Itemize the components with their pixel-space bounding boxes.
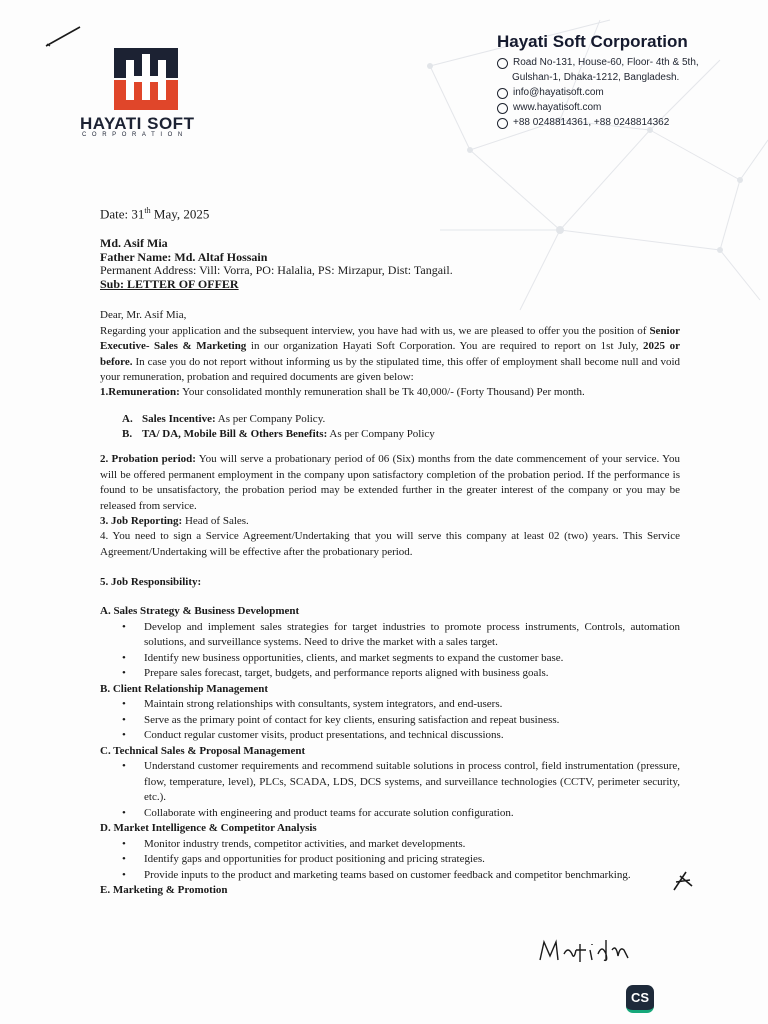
section-title: B. Client Relationship Management xyxy=(100,682,269,695)
logo-mark-icon xyxy=(112,46,180,112)
website-text: www.hayatisoft.com xyxy=(513,102,602,113)
intro-part-3: In case you do not report without informing us by the stipulated time, this offer of employment shall become null and void your remuneration, probation and required documents are given below: xyxy=(100,355,680,383)
list-item: • Monitor industry trends, competitor activities, and market developments. xyxy=(144,837,680,853)
email-text: info@hayatisoft.com xyxy=(513,87,604,98)
list-item: • Maintain strong relationships with consultants, system integrators, and end-users. xyxy=(144,697,680,713)
agreement-text: 4. You need to sign a Service Agreement/Undertaking that you will serve this company at least 02 (two) years. This Service Agreement/Undertaking will be effective after the probationary period. xyxy=(100,530,680,558)
address-text-1: Road No-131, House-60, Floor- 4th & 5th, xyxy=(513,57,699,68)
remuneration-item-a xyxy=(122,412,325,428)
section-list xyxy=(100,837,680,884)
list-item: • Conduct regular customer visits, product presentations, and technical discussions. xyxy=(144,728,680,744)
permanent-address: Permanent Address: Vill: Vorra, PO: Halalia, PS: Mirzapur, Dist: Tangail. xyxy=(100,263,453,277)
date-rest: May, 2025 xyxy=(150,206,210,222)
location-icon xyxy=(497,58,508,69)
address-text-2: Gulshan-1, Dhaka-1212, Bangladesh. xyxy=(512,72,680,83)
list-item: • Collaborate with engineering and product teams for accurate solution configuration. xyxy=(144,806,680,822)
list-item: • Identify gaps and opportunities for product positioning and pricing strategies. xyxy=(144,852,680,868)
phone-text: +88 0248814361, +88 0248814362 xyxy=(513,117,670,128)
logo-subtext: CORPORATION xyxy=(82,132,188,138)
intro-position: Senior Executive- Sales & Marketing xyxy=(100,324,680,352)
section-list xyxy=(100,697,680,744)
remuneration-clause xyxy=(100,385,680,401)
address-line-2 xyxy=(497,70,699,85)
list-item: • Serve as the primary point of contact for key clients, ensuring satisfaction and repeat business. xyxy=(144,713,680,729)
probation-text: You will serve a probationary period of 06 (Six) months from the date commencement of your service. You will be offered permanent employment in the company upon satisfactory completion of the probation period. If the performance is found to be unsatisfactory, the probation period may be extended further in the greater interest of the company or you may be released from service. xyxy=(100,453,681,512)
remuneration-text: Your consolidated monthly remuneration shall be Tk 40,000/- (Forty Thousand) Per month. xyxy=(179,386,585,398)
company-logo xyxy=(80,46,230,144)
phone-icon xyxy=(497,118,508,129)
remuneration-item-b xyxy=(122,427,435,443)
email-icon xyxy=(497,88,508,99)
salutation: Dear, Mr. Asif Mia, xyxy=(100,309,187,321)
item-a-label: Sales Incentive: xyxy=(142,413,216,425)
recipient-name: Md. Asif Mia xyxy=(100,236,168,250)
section-title: D. Market Intelligence & Competitor Analysis xyxy=(100,822,317,834)
item-a-text: As per Company Policy. xyxy=(215,413,326,425)
intro-part-2: in our organization Hayati Soft Corporation. You are required to report on 1st July, xyxy=(246,340,644,352)
remuneration-label: 1.Remuneration: xyxy=(100,386,180,398)
item-b-marker: B. xyxy=(122,428,133,440)
address-line xyxy=(497,55,699,70)
pen-stroke-mark xyxy=(44,24,84,48)
date-suffix-sup: th xyxy=(144,206,151,215)
handwritten-signature xyxy=(536,936,636,966)
salutation-and-intro xyxy=(100,308,680,386)
reporting-text: Head of Sales. xyxy=(182,515,249,527)
probation-clause xyxy=(100,452,680,514)
section-title: A. Sales Strategy & Business Development xyxy=(100,605,300,617)
intro-deadline: 2025 or before. xyxy=(100,340,680,368)
letterhead-contact-block xyxy=(497,32,699,130)
handwritten-initial xyxy=(670,868,696,894)
agreement-clause xyxy=(100,529,680,560)
scanner-app-badge: CS xyxy=(626,985,654,1013)
list-item: • Prepare sales forecast, target, budgets, and performance reports aligned with business goals. xyxy=(144,666,680,682)
recipient-block xyxy=(100,237,453,291)
list-item: • Provide inputs to the product and marketing teams based on customer feedback and competitor benchmarking. xyxy=(144,868,680,884)
reporting-label: 3. Job Reporting: xyxy=(100,515,183,527)
responsibility-heading: 5. Job Responsibility: xyxy=(100,576,202,588)
section-title: C. Technical Sales & Proposal Management xyxy=(100,744,306,757)
list-item: • Identify new business opportunities, clients, and market segments to expand the customer base. xyxy=(144,651,680,667)
list-item: • Understand customer requirements and recommend suitable solutions in process control, field instrumentation (pressure, flow, temperature, level), PLCs, SCADA, LDS, DCS systems, and surveillance technologies (CCTV, perimeter security, etc.). xyxy=(144,759,680,806)
date-prefix: Date: 31 xyxy=(100,206,145,222)
intro-paragraph xyxy=(100,324,680,386)
section-list xyxy=(100,759,680,821)
letter-subject: Sub: LETTER OF OFFER xyxy=(100,276,239,291)
email-line xyxy=(497,85,699,100)
probation-label: 2. Probation period: xyxy=(100,453,196,465)
reporting-clause xyxy=(100,514,680,530)
globe-icon xyxy=(497,103,508,114)
intro-part-1: Regarding your application and the subsequent interview, you have had with us, we are pleased to offer you the position of xyxy=(100,324,650,337)
responsibility-sections xyxy=(100,604,680,899)
item-b-text: As per Company Policy xyxy=(327,428,435,440)
item-a-marker: A. xyxy=(122,413,133,425)
phone-line xyxy=(497,115,699,130)
item-b-label: TA/ DA, Mobile Bill & Others Benefits: xyxy=(142,428,328,440)
website-line xyxy=(497,100,699,115)
list-item: • Develop and implement sales strategies for target industries to promote process instruments, Controls, automation solutions, and surveillance systems. Need to drive the market with a sales target. xyxy=(144,620,680,651)
section-list xyxy=(100,620,680,682)
letter-date xyxy=(100,206,209,222)
logo-wordmark: HAYATI SOFT xyxy=(80,114,195,133)
father-name: Father Name: Md. Altaf Hossain xyxy=(100,249,268,264)
company-name: Hayati Soft Corporation xyxy=(497,32,688,51)
section-title: E. Marketing & Promotion xyxy=(100,884,228,896)
